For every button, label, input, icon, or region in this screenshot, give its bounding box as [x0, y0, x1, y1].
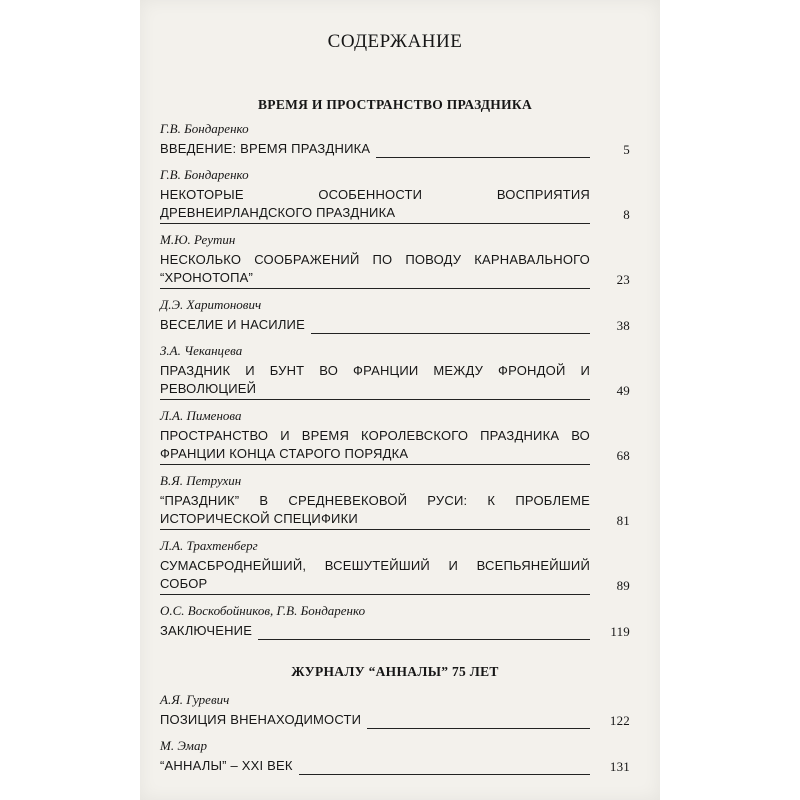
toc-entry	[160, 166, 630, 224]
entry-title[interactable]: “ПРАЗДНИК” В СРЕДНЕВЕКОВОЙ РУСИ: К ПРОБЛЕМЕ ИСТОРИЧЕСКОЙ СПЕЦИФИКИ	[160, 492, 590, 530]
entry-title[interactable]: “АННАЛЫ” – XXI ВЕК	[160, 757, 299, 776]
toc-entry	[160, 407, 630, 465]
toc-entry	[160, 231, 630, 289]
entry-title-row[interactable]	[160, 251, 630, 289]
entry-page-number: 122	[609, 713, 630, 728]
entry-page-number: 23	[616, 272, 630, 287]
entry-title-row[interactable]	[160, 316, 630, 335]
entry-author: М. Эмар	[160, 738, 207, 753]
entry-title-row[interactable]	[160, 186, 630, 224]
entry-page-number: 131	[609, 759, 630, 774]
toc-entry	[160, 296, 630, 335]
entry-page-number: 5	[623, 142, 630, 157]
toc-entry	[160, 691, 630, 730]
section-heading: ВРЕМЯ И ПРОСТРАНСТВО ПРАЗДНИКА	[257, 97, 533, 112]
entry-author: Г.В. Бондаренко	[160, 121, 249, 136]
entry-title-row[interactable]	[160, 427, 630, 465]
entry-title-row[interactable]	[160, 557, 630, 595]
entry-title-row[interactable]	[160, 362, 630, 400]
entry-title-row[interactable]	[160, 140, 630, 159]
entry-title[interactable]: СУМАСБРОДНЕЙШИЙ, ВСЕШУТЕЙШИЙ И ВСЕПЬЯНЕЙШИЙ СОБОР	[160, 557, 590, 595]
toc-entry	[160, 602, 630, 641]
entry-author: О.С. Воскобойников, Г.В. Бондаренко	[160, 603, 366, 618]
entry-title[interactable]: ПРАЗДНИК И БУНТ ВО ФРАНЦИИ МЕЖДУ ФРОНДОЙ И РЕВОЛЮЦИЕЙ	[160, 362, 590, 400]
entry-page-number: 81	[616, 513, 630, 528]
entry-page-number: 8	[623, 207, 630, 222]
entry-title-row[interactable]	[160, 711, 630, 730]
entry-title[interactable]: ПОЗИЦИЯ ВНЕНАХОДИМОСТИ	[160, 711, 367, 730]
toc-entry	[160, 342, 630, 400]
table-of-contents	[160, 30, 630, 783]
entry-title-row[interactable]	[160, 757, 630, 776]
entry-title[interactable]: НЕСКОЛЬКО СООБРАЖЕНИЙ ПО ПОВОДУ КАРНАВАЛЬНОГО “ХРОНОТОПА”	[160, 251, 590, 289]
entry-page-number: 38	[616, 318, 630, 333]
entry-title-row[interactable]	[160, 622, 630, 641]
entry-author: Л.А. Пименова	[160, 408, 242, 423]
entry-title[interactable]: ЗАКЛЮЧЕНИЕ	[160, 622, 258, 641]
entry-author: М.Ю. Реутин	[160, 232, 236, 247]
section-heading: ЖУРНАЛУ “АННАЛЫ” 75 ЛЕТ	[291, 664, 499, 679]
entry-title[interactable]: ВВЕДЕНИЕ: ВРЕМЯ ПРАЗДНИКА	[160, 140, 376, 159]
entry-title-row[interactable]	[160, 492, 630, 530]
entry-author: Д.Э. Харитонович	[160, 297, 262, 312]
entry-title[interactable]: НЕКОТОРЫЕ ОСОБЕННОСТИ ВОСПРИЯТИЯ ДРЕВНЕИРЛАНДСКОГО ПРАЗДНИКА	[160, 186, 590, 224]
entry-author: Г.В. Бондаренко	[160, 167, 249, 182]
entry-author: Л.А. Трахтенберг	[160, 538, 258, 553]
entry-page-number: 89	[616, 578, 630, 593]
entry-author: З.А. Чеканцева	[160, 343, 243, 358]
entry-author: А.Я. Гуревич	[160, 692, 230, 707]
entry-page-number: 68	[616, 448, 630, 463]
entry-page-number: 49	[616, 383, 630, 398]
toc-entry	[160, 472, 630, 530]
toc-entry	[160, 537, 630, 595]
entry-title[interactable]: ВЕСЕЛИЕ И НАСИЛИЕ	[160, 316, 311, 335]
page-title: СОДЕРЖАНИЕ	[327, 31, 463, 52]
toc-entry	[160, 120, 630, 159]
toc-entry	[160, 737, 630, 776]
entry-title[interactable]: ПРОСТРАНСТВО И ВРЕМЯ КОРОЛЕВСКОГО ПРАЗДНИКА ВО ФРАНЦИИ КОНЦА СТАРОГО ПОРЯДКА	[160, 427, 590, 465]
entry-author: В.Я. Петрухин	[160, 473, 242, 488]
entry-page-number: 119	[610, 624, 630, 639]
